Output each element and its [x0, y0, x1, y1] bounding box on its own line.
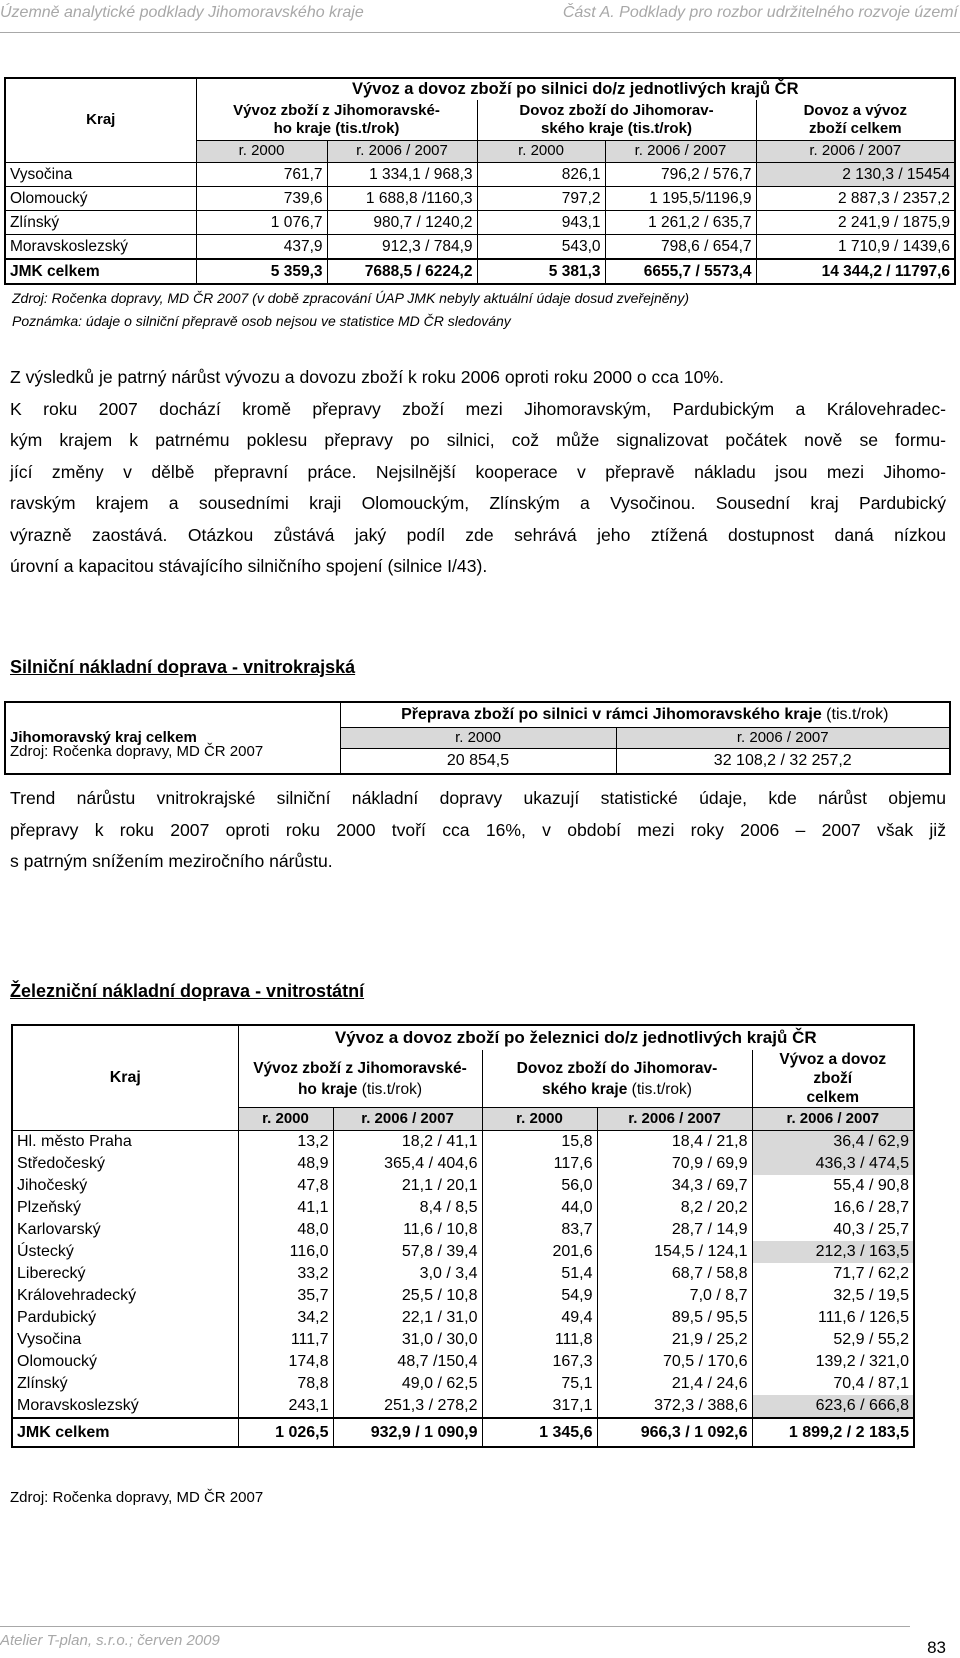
year-2006-header: r. 2006 / 2007 — [597, 1108, 752, 1131]
cell-value: 54,9 — [482, 1285, 597, 1307]
road-freight-table — [4, 77, 956, 285]
paragraph-line: výrazně zaostává. Otázkou zůstává jaký podíl zde sehrává jeho ztížená dostupnost daná nízkou — [10, 524, 946, 545]
cell-value: 68,7 / 58,8 — [597, 1263, 752, 1285]
document-header-title: Územně analytické podklady Jihomoravského kraje — [0, 4, 364, 21]
region-name: Moravskoslezský — [5, 235, 196, 260]
table-row — [12, 1307, 914, 1329]
table-row — [12, 1263, 914, 1285]
table-row — [12, 1241, 914, 1263]
cell-value: 243,1 — [238, 1395, 333, 1418]
table-total-row — [5, 259, 955, 284]
cell-value: 11,6 / 10,8 — [333, 1219, 482, 1241]
year-2000-header: r. 2000 — [196, 141, 327, 163]
cell-value: 51,4 — [482, 1263, 597, 1285]
year-2006-header: r. 2006 / 2007 — [752, 1108, 914, 1131]
cell-value: 33,2 — [238, 1263, 333, 1285]
cell-value: 49,0 / 62,5 — [333, 1373, 482, 1395]
cell-value: 154,5 / 124,1 — [597, 1241, 752, 1263]
import-column-header: Dovoz zboží do Jihomorav- ského kraje (tis.t/rok) — [482, 1050, 752, 1108]
paragraph-line: úrovní a kapacitou stávajícího silničního spojení (silnice I/43). — [10, 556, 488, 576]
trend-paragraph — [10, 783, 946, 878]
intraregional-freight-table — [4, 701, 951, 775]
cell-value: 49,4 — [482, 1307, 597, 1329]
export-column-header: Vývoz zboží z Jihomoravské- ho kraje (tis.t/rok) — [238, 1050, 482, 1108]
cell-value: 36,4 / 62,9 — [752, 1131, 914, 1154]
table-row — [5, 163, 955, 187]
kraj-header: Kraj — [5, 78, 196, 163]
cell-value: 1 195,5/1196,9 — [605, 187, 756, 211]
cell-value: 932,9 / 1 090,9 — [333, 1418, 482, 1447]
cell-value: 5 359,3 — [196, 259, 327, 284]
cell-value: 40,3 / 25,7 — [752, 1219, 914, 1241]
cell-value: 1 899,2 / 2 183,5 — [752, 1418, 914, 1447]
cell-value: 78,8 — [238, 1373, 333, 1395]
cell-value: 1 334,1 / 968,3 — [327, 163, 477, 187]
cell-value: 201,6 — [482, 1241, 597, 1263]
table-row — [12, 1153, 914, 1175]
source-note: Zdroj: Ročenka dopravy, MD ČR 2007 (v době zpracování ÚAP JMK nebyly aktuální údaje dosud zveřejněny) — [12, 290, 690, 306]
rail-freight-rows — [12, 1131, 914, 1419]
cell-value: 6655,7 / 5573,4 — [605, 259, 756, 284]
section-heading-road: Silniční nákladní doprava - vnitrokrajská — [10, 657, 356, 677]
cell-value: 52,9 / 55,2 — [752, 1329, 914, 1351]
region-name: Pardubický — [12, 1307, 238, 1329]
cell-value: 1 261,2 / 635,7 — [605, 211, 756, 235]
year-2006-header: r. 2006 / 2007 — [605, 141, 756, 163]
cell-value: 35,7 — [238, 1285, 333, 1307]
region-name: Jihočeský — [12, 1175, 238, 1197]
cell-value: 83,7 — [482, 1219, 597, 1241]
cell-value: 798,6 / 654,7 — [605, 235, 756, 260]
cell-value: 317,1 — [482, 1395, 597, 1418]
region-name: Moravskoslezský — [12, 1395, 238, 1418]
source-note: Zdroj: Ročenka dopravy, MD ČR 2007 — [10, 1489, 264, 1506]
cell-value: 3,0 / 3,4 — [333, 1263, 482, 1285]
total-column-header: Dovoz a vývoz zboží celkem — [756, 100, 955, 141]
cell-value: 44,0 — [482, 1197, 597, 1219]
cell-value: 1 345,6 — [482, 1418, 597, 1447]
table-row — [5, 235, 955, 260]
rail-freight-table — [11, 1024, 915, 1448]
cell-value: 912,3 / 784,9 — [327, 235, 477, 260]
cell-value: 251,3 / 278,2 — [333, 1395, 482, 1418]
cell-value: 47,8 — [238, 1175, 333, 1197]
table-title: Vývoz a dovoz zboží po silnici do/z jednotlivých krajů ČR — [196, 78, 955, 100]
document-header-section: Část A. Podklady pro rozbor udržitelného rozvoje území — [562, 4, 958, 21]
cell-value: 22,1 / 31,0 — [333, 1307, 482, 1329]
table-row — [12, 1219, 914, 1241]
cell-value: 543,0 — [477, 235, 605, 260]
paragraph-line: přepravy k roku 2007 oproti roku 2000 tvoří cca 16%, v období mezi roky 2006 – 2007 však již — [10, 819, 946, 840]
table-row — [12, 1373, 914, 1395]
region-name: Olomoucký — [12, 1351, 238, 1373]
cell-value: 32,5 / 19,5 — [752, 1285, 914, 1307]
export-column-header: Vývoz zboží z Jihomoravské- ho kraje (tis.t/rok) — [196, 100, 477, 141]
region-name: Vysočina — [5, 163, 196, 187]
cell-value: 966,3 / 1 092,6 — [597, 1418, 752, 1447]
region-name: Hl. město Praha — [12, 1131, 238, 1154]
remark-note: Poznámka: údaje o silniční přepravě osob nejsou ve statistice MD ČR sledovány — [12, 313, 511, 329]
cell-value: 212,3 / 163,5 — [752, 1241, 914, 1263]
cell-value: 2 130,3 / 15454 — [756, 163, 955, 187]
paragraph-line: Z výsledků je patrný nárůst vývozu a dovozu zboží k roku 2006 oproti roku 2000 o cca 10%. — [10, 367, 724, 387]
total-label: JMK celkem — [12, 1418, 238, 1447]
cell-value: 1 710,9 / 1439,6 — [756, 235, 955, 260]
region-name: Plzeňský — [12, 1197, 238, 1219]
cell-value: 436,3 / 474,5 — [752, 1153, 914, 1175]
cell-value: 13,2 — [238, 1131, 333, 1154]
paragraph-line: Trend nárůstu vnitrokrajské silniční nákladní dopravy ukazují statistické údaje, kde nárůst objemu — [10, 788, 946, 808]
year-2000-header: r. 2000 — [238, 1108, 333, 1131]
region-name: Olomoucký — [5, 187, 196, 211]
table-row — [12, 1175, 914, 1197]
cell-value: 48,0 — [238, 1219, 333, 1241]
cell-value: 2 887,3 / 2357,2 — [756, 187, 955, 211]
cell-value: 57,8 / 39,4 — [333, 1241, 482, 1263]
cell-value: 16,6 / 28,7 — [752, 1197, 914, 1219]
cell-value: 31,0 / 30,0 — [333, 1329, 482, 1351]
cell-value: 111,6 / 126,5 — [752, 1307, 914, 1329]
import-column-header: Dovoz zboží do Jihomorav- ského kraje (tis.t/rok) — [477, 100, 756, 141]
cell-value: 1 026,5 — [238, 1418, 333, 1447]
total-column-header: Vývoz a dovoz zboží celkem — [752, 1050, 914, 1108]
cell-value: 55,4 / 90,8 — [752, 1175, 914, 1197]
source-note: Zdroj: Ročenka dopravy, MD ČR 2007 — [10, 743, 264, 760]
cell-value: 797,2 — [477, 187, 605, 211]
region-name: Vysočina — [12, 1329, 238, 1351]
road-freight-rows — [5, 163, 955, 260]
cell-value: 8,4 / 8,5 — [333, 1197, 482, 1219]
value-2000: 20 854,5 — [340, 749, 616, 775]
cell-value: 980,7 / 1240,2 — [327, 211, 477, 235]
cell-value: 21,1 / 20,1 — [333, 1175, 482, 1197]
cell-value: 365,4 / 404,6 — [333, 1153, 482, 1175]
paragraph-line: K roku 2007 dochází kromě přepravy zboží mezi Jihomoravským, Pardubickým a Královehradec- — [10, 398, 946, 419]
paragraph-line: ravským krajem a sousedními kraji Olomouckým, Zlínským a Vysočinou. Sousední kraj Pardubický — [10, 493, 946, 513]
cell-value: 34,3 / 69,7 — [597, 1175, 752, 1197]
year-2006-header: r. 2006 / 2007 — [756, 141, 955, 163]
year-2006-header: r. 2006 / 2007 — [333, 1108, 482, 1131]
cell-value: 116,0 — [238, 1241, 333, 1263]
table-row — [5, 211, 955, 235]
footer-author: Atelier T-plan, s.r.o.; červen 2009 — [0, 1632, 220, 1649]
cell-value: 48,7 /150,4 — [333, 1351, 482, 1373]
cell-value: 761,7 — [196, 163, 327, 187]
table-total-row — [12, 1418, 914, 1447]
table2-title: Přeprava zboží po silnici v rámci Jihomoravského kraje (tis.t/rok) — [340, 702, 950, 728]
table-row — [12, 1197, 914, 1219]
cell-value: 372,3 / 388,6 — [597, 1395, 752, 1418]
section-heading-rail: Železniční nákladní doprava - vnitrostátní — [10, 981, 365, 1001]
total-label: JMK celkem — [5, 259, 196, 284]
table-row — [12, 1395, 914, 1418]
cell-value: 18,2 / 41,1 — [333, 1131, 482, 1154]
cell-value: 739,6 — [196, 187, 327, 211]
cell-value: 25,5 / 10,8 — [333, 1285, 482, 1307]
year-2000-header: r. 2000 — [482, 1108, 597, 1131]
cell-value: 71,7 / 62,2 — [752, 1263, 914, 1285]
table-row — [12, 1131, 914, 1154]
paragraph-line: s patrným snížením meziročního nárůstu. — [10, 851, 333, 871]
cell-value: 7,0 / 8,7 — [597, 1285, 752, 1307]
cell-value: 174,8 — [238, 1351, 333, 1373]
cell-value: 8,2 / 20,2 — [597, 1197, 752, 1219]
region-name: Karlovarský — [12, 1219, 238, 1241]
cell-value: 18,4 / 21,8 — [597, 1131, 752, 1154]
region-name: Královehradecký — [12, 1285, 238, 1307]
cell-value: 111,8 — [482, 1329, 597, 1351]
cell-value: 139,2 / 321,0 — [752, 1351, 914, 1373]
cell-value: 48,9 — [238, 1153, 333, 1175]
paragraph-line: kým krajem k patrnému poklesu přepravy po silnici, což může signalizovat počátek nově se formu- — [10, 430, 946, 450]
cell-value: 2 241,9 / 1875,9 — [756, 211, 955, 235]
cell-value: 15,8 — [482, 1131, 597, 1154]
table-row — [5, 187, 955, 211]
footer-divider — [0, 1626, 910, 1627]
cell-value: 7688,5 / 6224,2 — [327, 259, 477, 284]
value-2006: 32 108,2 / 32 257,2 — [616, 749, 950, 775]
cell-value: 437,9 — [196, 235, 327, 260]
cell-value: 167,3 — [482, 1351, 597, 1373]
page-number: 83 — [927, 1638, 946, 1657]
cell-value: 34,2 — [238, 1307, 333, 1329]
paragraph-line: jící změny v dělbě přepravní práce. Nejsilnější kooperace v přepravě nákladu jsou mezi Jihomo- — [10, 461, 946, 482]
year-2000-header: r. 2000 — [340, 728, 616, 749]
table-row — [12, 1285, 914, 1307]
cell-value: 21,4 / 24,6 — [597, 1373, 752, 1395]
header-divider — [0, 32, 960, 33]
cell-value: 111,7 — [238, 1329, 333, 1351]
region-total-label: Jihomoravský kraj celkem — [5, 702, 340, 774]
cell-value: 56,0 — [482, 1175, 597, 1197]
cell-value: 28,7 / 14,9 — [597, 1219, 752, 1241]
cell-value: 21,9 / 25,2 — [597, 1329, 752, 1351]
region-name: Středočeský — [12, 1153, 238, 1175]
kraj-header: Kraj — [12, 1025, 238, 1131]
cell-value: 1 076,7 — [196, 211, 327, 235]
region-name: Liberecký — [12, 1263, 238, 1285]
cell-value: 117,6 — [482, 1153, 597, 1175]
cell-value: 796,2 / 576,7 — [605, 163, 756, 187]
cell-value: 623,6 / 666,8 — [752, 1395, 914, 1418]
cell-value: 75,1 — [482, 1373, 597, 1395]
region-name: Zlínský — [5, 211, 196, 235]
year-2006-header: r. 2006 / 2007 — [327, 141, 477, 163]
table-title: Vývoz a dovoz zboží po železnici do/z jednotlivých krajů ČR — [238, 1025, 914, 1050]
year-2006-header: r. 2006 / 2007 — [616, 728, 950, 749]
cell-value: 943,1 — [477, 211, 605, 235]
region-name: Zlínský — [12, 1373, 238, 1395]
cell-value: 41,1 — [238, 1197, 333, 1219]
cell-value: 70,5 / 170,6 — [597, 1351, 752, 1373]
cell-value: 1 688,8 /1160,3 — [327, 187, 477, 211]
cell-value: 89,5 / 95,5 — [597, 1307, 752, 1329]
table-row — [12, 1329, 914, 1351]
cell-value: 826,1 — [477, 163, 605, 187]
cell-value: 14 344,2 / 11797,6 — [756, 259, 955, 284]
analysis-paragraph — [10, 362, 946, 583]
cell-value: 70,4 / 87,1 — [752, 1373, 914, 1395]
table-row — [12, 1351, 914, 1373]
cell-value: 5 381,3 — [477, 259, 605, 284]
cell-value: 70,9 / 69,9 — [597, 1153, 752, 1175]
year-2000-header: r. 2000 — [477, 141, 605, 163]
region-name: Ústecký — [12, 1241, 238, 1263]
